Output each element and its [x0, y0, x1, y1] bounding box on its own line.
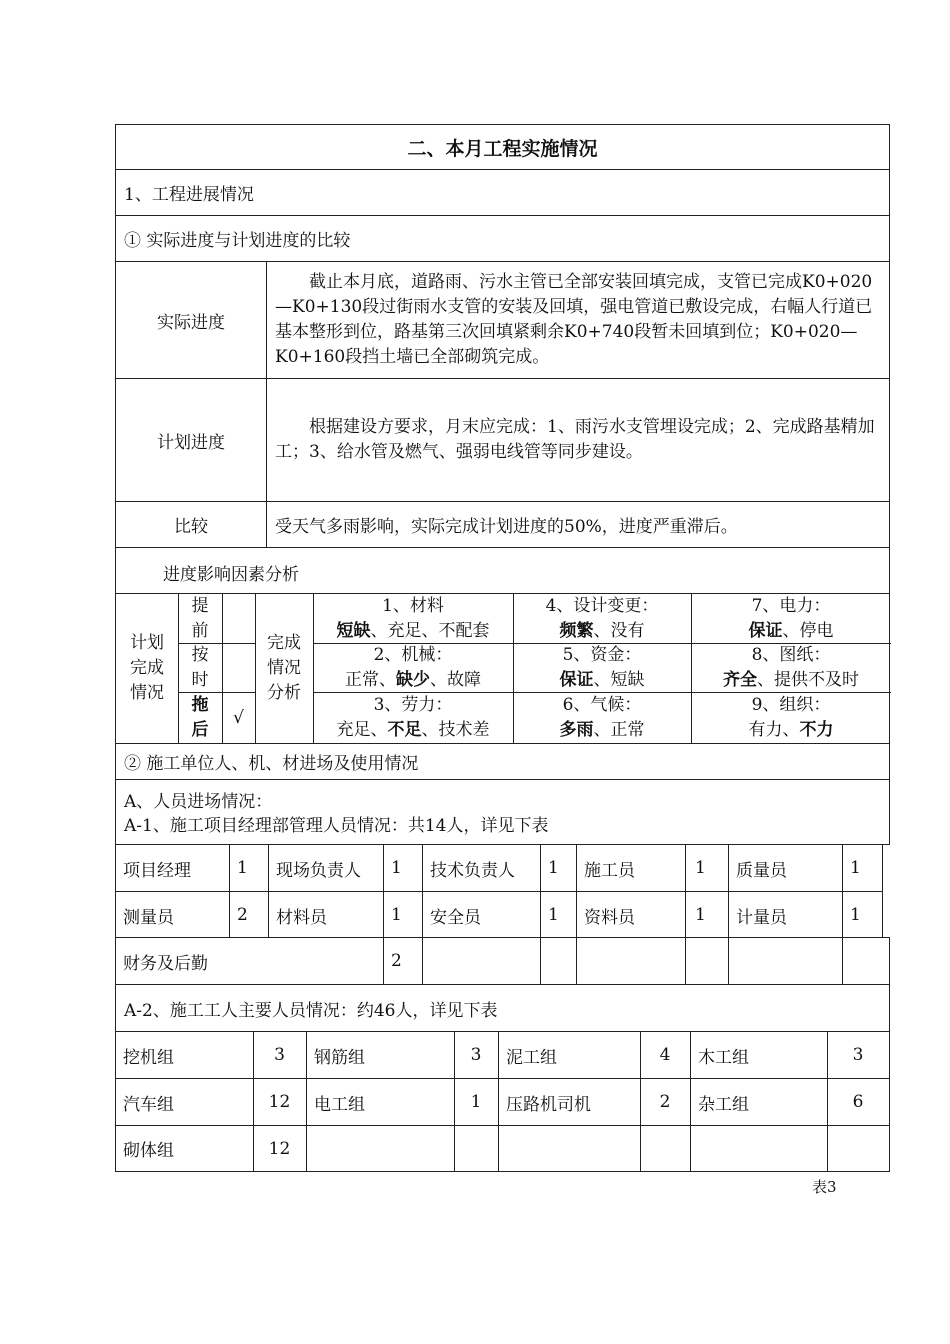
worker-cell: 4: [659, 1045, 671, 1065]
worker-cell: 12: [268, 1092, 291, 1112]
worker-cell: 钢筋组: [314, 1047, 365, 1068]
factor-funds: 5、资金： 保证、短缺: [559, 645, 645, 690]
delay-check-mark: √: [233, 708, 244, 728]
factor-drawings: 8、图纸： 齐全、提供不及时: [723, 645, 859, 690]
mgmt-cell: 1: [391, 905, 402, 925]
worker-cell: 3: [470, 1045, 482, 1065]
mgmt-cell: 1: [391, 858, 402, 878]
mgmt-cell: 施工员: [584, 860, 635, 881]
comparison-heading: ① 实际进度与计划进度的比较: [124, 231, 351, 251]
section-title-row: [115, 124, 890, 170]
worker-cell: 木工组: [698, 1047, 749, 1068]
compare-label: 比较: [174, 517, 208, 537]
plan-progress-row: [115, 379, 890, 502]
resources-heading-row: [115, 744, 890, 780]
finance-value: 2: [391, 951, 402, 971]
compare-text-cell: [267, 502, 889, 547]
mgmt-cell: 质量员: [736, 860, 787, 881]
progress-heading: 1、工程进展情况: [124, 185, 254, 205]
worker-cell: 挖机组: [123, 1047, 174, 1068]
mgmt-cell: 1: [850, 905, 861, 925]
plan-progress-label: 计划进度: [157, 432, 225, 453]
mgmt-cell: 1: [548, 905, 559, 925]
compare-label-cell: [116, 502, 266, 547]
resources-heading: ② 施工单位人、机、材进场及使用情况: [124, 754, 419, 774]
ahead-label: 提 前: [191, 596, 209, 641]
comparison-heading-row: [115, 216, 890, 262]
worker-cell: 2: [659, 1092, 671, 1112]
plan-progress-text: 根据建设方要求，月末应完成：1、雨污水支管埋设完成；2、完成路基精加工；3、给水管及燃气、强弱电线管等同步建设。: [275, 417, 875, 462]
ontime-label: 按 时: [191, 645, 209, 690]
mgmt-cell: 1: [850, 858, 861, 878]
worker-cell: 3: [274, 1045, 285, 1065]
factor-weather: 6、气候： 多雨、正常: [559, 695, 645, 740]
personnel-heading: A、人员进场情况：: [124, 792, 273, 812]
actual-progress-label: 实际进度: [157, 312, 225, 333]
mgmt-table: [115, 845, 890, 985]
factor-material: 1、材料 短缺、充足、不配套: [336, 596, 490, 641]
progress-heading-row: [115, 170, 890, 216]
actual-progress-label-cell: [116, 262, 266, 378]
mgmt-cell: 安全员: [430, 907, 481, 928]
plan-progress-text-cell: [267, 415, 889, 465]
mgmt-cell: 1: [237, 858, 248, 878]
worker-cell: 压路机司机: [506, 1094, 591, 1115]
worker-cell: 泥工组: [506, 1047, 557, 1068]
worker-cell: 电工组: [314, 1094, 365, 1115]
mgmt-cell: 1: [695, 858, 706, 878]
mgmt-cell: 现场负责人: [276, 860, 361, 881]
plan-progress-label-cell: [116, 379, 266, 501]
worker-cell: 汽车组: [123, 1094, 174, 1115]
delay-label: 拖 后: [191, 695, 209, 740]
mgmt-cell: 材料员: [276, 907, 327, 928]
personnel-heading-row: [115, 780, 890, 845]
worker-cell: 12: [268, 1138, 291, 1159]
mgmt-heading: A-1、施工项目经理部管理人员情况：共14人，详见下表: [124, 816, 549, 836]
factor-machinery: 2、机械： 正常、缺少、故障: [345, 645, 481, 690]
worker-cell: 杂工组: [698, 1094, 749, 1115]
factor-labor: 3、劳力： 充足、不足、技术差: [336, 695, 490, 740]
worker-cell: 1: [470, 1092, 482, 1112]
personnel-heading-cell: [124, 790, 548, 838]
mgmt-cell: 项目经理: [123, 860, 191, 881]
plan-completion-label: 计划 完成 情况: [130, 633, 164, 703]
mgmt-cell: 测量员: [123, 907, 174, 928]
worker-cell: 3: [852, 1045, 864, 1065]
factor-heading: 进度影响因素分析: [163, 565, 299, 585]
actual-progress-text-cell: [267, 270, 889, 370]
workers-heading-row: [115, 985, 890, 1032]
section-title: 二、本月工程实施情况: [407, 137, 598, 160]
mgmt-cell: 计量员: [736, 907, 787, 928]
factor-design-change: 4、设计变更： 频繁、没有: [545, 596, 659, 641]
mgmt-cell: 2: [237, 905, 248, 925]
factor-organization: 9、组织： 有力、不力: [748, 695, 834, 740]
actual-progress-text: 截止本月底，道路雨、污水主管已全部安装回填完成，支管已完成K0+020—K0+130段过街雨水支管的安装及回填，强电管道已敷设完成，右幅人行道已基本整形到位，路基第三次回填紧剩余K0+740段暂未回填到位；K0+020—K0+160段挡土墙已全部砌筑完成。: [275, 272, 873, 367]
factor-heading-row: [115, 548, 890, 594]
mgmt-cell: 1: [548, 858, 559, 878]
mgmt-cell: 技术负责人: [430, 860, 515, 881]
compare-text: 受天气多雨影响，实际完成计划进度的50%，进度严重滞后。: [275, 517, 738, 537]
compare-row: [115, 502, 890, 548]
completion-analysis-label: 完成 情况 分析: [267, 633, 301, 703]
actual-progress-row: [115, 262, 890, 379]
workers-heading: A-2、施工工人主要人员情况：约46人，详见下表: [124, 1000, 498, 1021]
mgmt-cell: 1: [695, 905, 706, 925]
table-number: 表3: [812, 1178, 837, 1196]
finance-label: 财务及后勤: [123, 953, 208, 974]
completion-analysis-block: [115, 594, 890, 744]
mgmt-cell: 资料员: [584, 907, 635, 928]
workers-table: [115, 1032, 890, 1172]
worker-cell: 砌体组: [123, 1141, 174, 1161]
factor-power: 7、电力： 保证、停电: [748, 596, 834, 641]
worker-cell: 6: [852, 1092, 864, 1112]
